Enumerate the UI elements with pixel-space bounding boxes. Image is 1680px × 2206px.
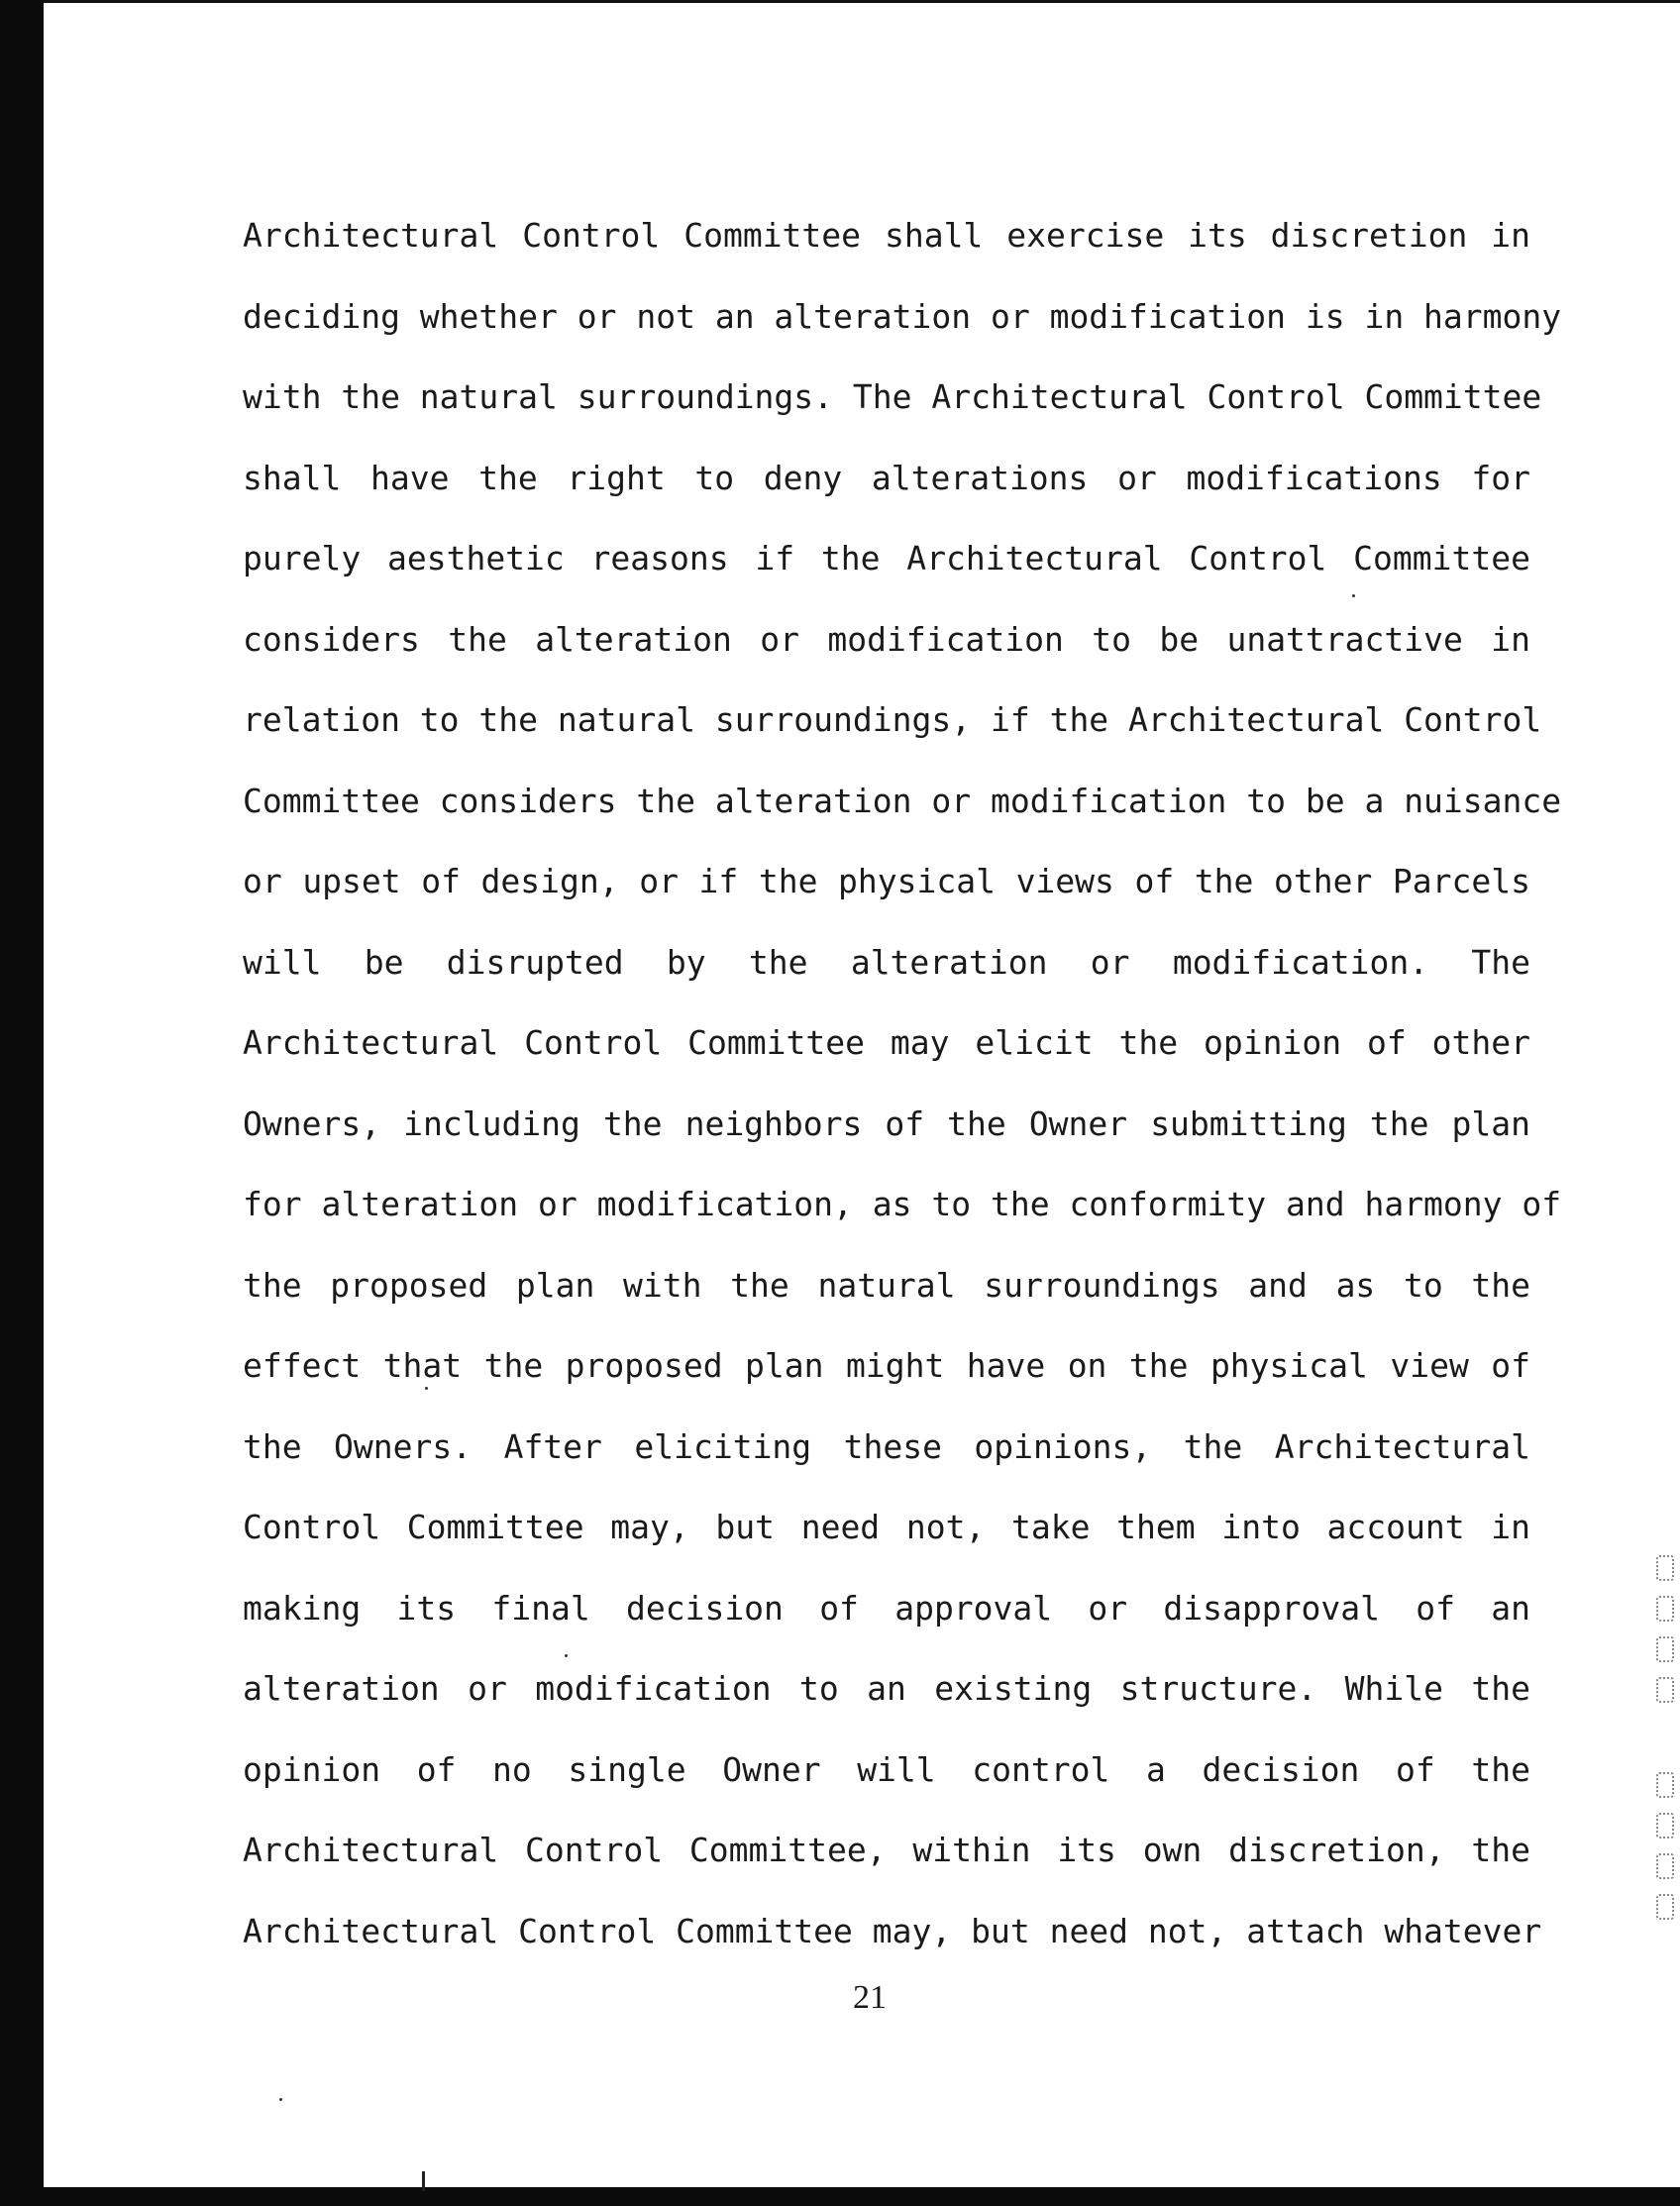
- scan-speck: [1352, 594, 1355, 597]
- text-line: Control Committee may, but need not, take them into account in: [243, 1508, 1530, 1546]
- scan-mark: [422, 2171, 425, 2191]
- text-line: deciding whether or not an alteration or modification is in harmony: [243, 296, 1562, 336]
- text-line: Committee considers the alteration or modification to be a nuisance: [243, 781, 1562, 820]
- scan-speck: [425, 1387, 428, 1390]
- text-line: purely aesthetic reasons if the Architectural Control Committee: [243, 539, 1530, 578]
- scan-border-left: [0, 0, 44, 2206]
- text-line: Architectural Control Committee, within its own discretion, the: [243, 1831, 1530, 1869]
- text-line: or upset of design, or if the physical views of the other Parcels: [243, 862, 1530, 900]
- text-line: opinion of no single Owner will control a decision of the: [243, 1749, 1530, 1789]
- text-line: considers the alteration or modification to be unattractive in: [243, 619, 1530, 659]
- text-line: will be disrupted by the alteration or modification. The: [243, 942, 1530, 982]
- scan-border-bottom: [0, 2187, 1680, 2206]
- scan-border-top: [0, 0, 1680, 3]
- scan-speck: [565, 1654, 568, 1657]
- text-line: relation to the natural surroundings, if the Architectural Control: [243, 700, 1542, 739]
- text-line: effect that the proposed plan might have on the physical view of: [243, 1346, 1530, 1385]
- scan-speck: [279, 2098, 282, 2101]
- text-line: the proposed plan with the natural surroundings and as to the: [243, 1265, 1530, 1305]
- text-line: Owners, including the neighbors of the Owner submitting the plan: [243, 1103, 1530, 1143]
- text-line: shall have the right to deny alterations or modifications for: [243, 458, 1530, 497]
- text-line: making its final decision of approval or disapproval of an: [243, 1588, 1530, 1628]
- text-line: alteration or modification to an existing structure. While the: [243, 1669, 1530, 1708]
- document-body: [243, 203, 1562, 1979]
- text-line: for alteration or modification, as to the conformity and harmony of: [243, 1185, 1562, 1223]
- bates-stamp-mark: [1656, 1555, 1672, 2001]
- page-number: 21: [853, 1979, 887, 2016]
- text-line: Architectural Control Committee shall exercise its discretion in: [243, 216, 1530, 255]
- text-line: Architectural Control Committee may elicit the opinion of other: [243, 1023, 1530, 1062]
- text-line: the Owners. After eliciting these opinions, the Architectural: [243, 1426, 1530, 1466]
- text-line: Architectural Control Committee may, but need not, attach whatever: [243, 1911, 1542, 1950]
- text-line: with the natural surroundings. The Architectural Control Committee: [243, 377, 1542, 416]
